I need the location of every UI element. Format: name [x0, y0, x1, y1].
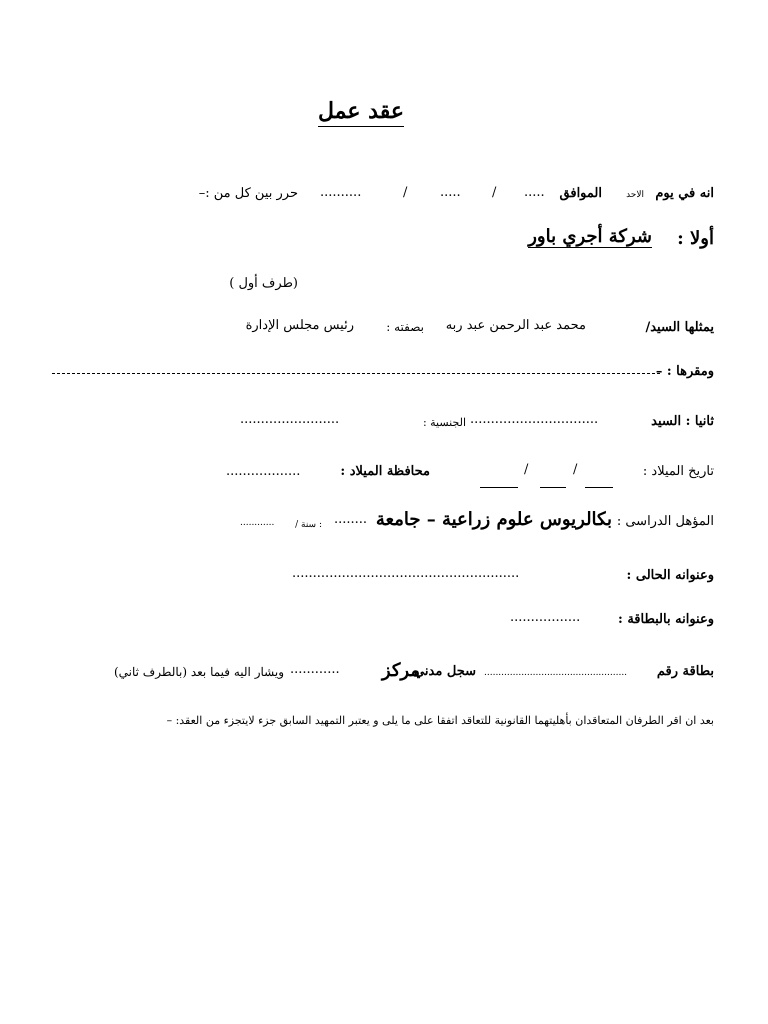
representative-name: محمد عبد الرحمن عبد ربه	[445, 318, 586, 333]
representative-label: يمثلها السيد/	[645, 320, 714, 335]
document-title: عقد عمل	[318, 98, 404, 127]
card-number-dots[interactable]: ..................................................	[484, 668, 628, 678]
nationality-dots[interactable]: ........................	[240, 412, 340, 427]
second-party-label: ثانيا : السيد	[651, 414, 714, 429]
birth-slash-2: /	[524, 462, 529, 477]
birth-year-blank[interactable]	[480, 487, 518, 488]
day-intro-label: انه في يوم	[655, 186, 714, 201]
graduation-year-dots[interactable]: ............	[240, 518, 275, 528]
birth-month-blank[interactable]	[540, 487, 566, 488]
first-party-role: (طرف أول )	[229, 276, 298, 291]
second-party-name-dots[interactable]: ...............................	[470, 412, 599, 427]
card-address-dots[interactable]: .................	[510, 610, 581, 625]
date-slash-1: /	[492, 185, 497, 200]
company-name: شركة أجري باور	[528, 226, 652, 247]
university-dots[interactable]: ........	[334, 512, 368, 527]
first-party-label: أولا :	[677, 228, 714, 249]
drafted-between-label: حرر بين كل من :–	[198, 186, 298, 201]
card-address-label: وعنوانه بالبطاقة :	[618, 612, 714, 627]
birth-governorate-label: محافظة الميلاد :	[340, 464, 430, 479]
birth-slash-1: /	[573, 462, 578, 477]
date-slash-2: /	[403, 185, 408, 200]
day-value: الاحد	[626, 190, 644, 200]
current-address-label: وعنوانه الحالى :	[626, 568, 714, 583]
civil-registry-value: مركز	[381, 660, 420, 681]
corresponding-label: الموافق	[559, 186, 602, 201]
qualification-degree: بكالريوس علوم زراعية – جامعة	[375, 509, 612, 530]
graduation-year-label: : سنة /	[295, 520, 322, 530]
birth-governorate-dots[interactable]: ..................	[226, 464, 301, 479]
capacity-label: بصفته :	[386, 320, 424, 334]
headquarters-label: ومقرها : –	[655, 364, 714, 379]
card-number-label: بطاقة رقم	[656, 664, 714, 679]
current-address-dots[interactable]: .......................................................	[292, 566, 520, 581]
civil-registry-label: سجل مدني	[414, 664, 476, 679]
civil-registry-dots[interactable]: ............	[290, 662, 340, 677]
second-party-designation: ويشار اليه فيما بعد (بالطرف ثاني)	[113, 665, 284, 679]
birth-date-label: تاريخ الميلاد :	[642, 464, 714, 479]
birth-day-blank[interactable]	[585, 487, 613, 488]
headquarters-blank-line[interactable]	[52, 373, 660, 374]
date-day-dots[interactable]: .....	[524, 185, 545, 200]
capacity-value: رئيس مجلس الإدارة	[245, 318, 354, 333]
qualification-label: المؤهل الدراسى :	[616, 514, 714, 529]
date-month-dots[interactable]: .....	[440, 185, 461, 200]
nationality-label: الجنسية :	[422, 416, 466, 429]
date-year-dots[interactable]: ..........	[320, 185, 362, 200]
closing-statement: بعد ان اقر الطرفان المتعاقدان بأهليتهما القانونية للتعاقد اتفقا على ما يلى و يعتبر التمهيد السابق جزء لايتجزء من العقد: –	[166, 714, 714, 727]
